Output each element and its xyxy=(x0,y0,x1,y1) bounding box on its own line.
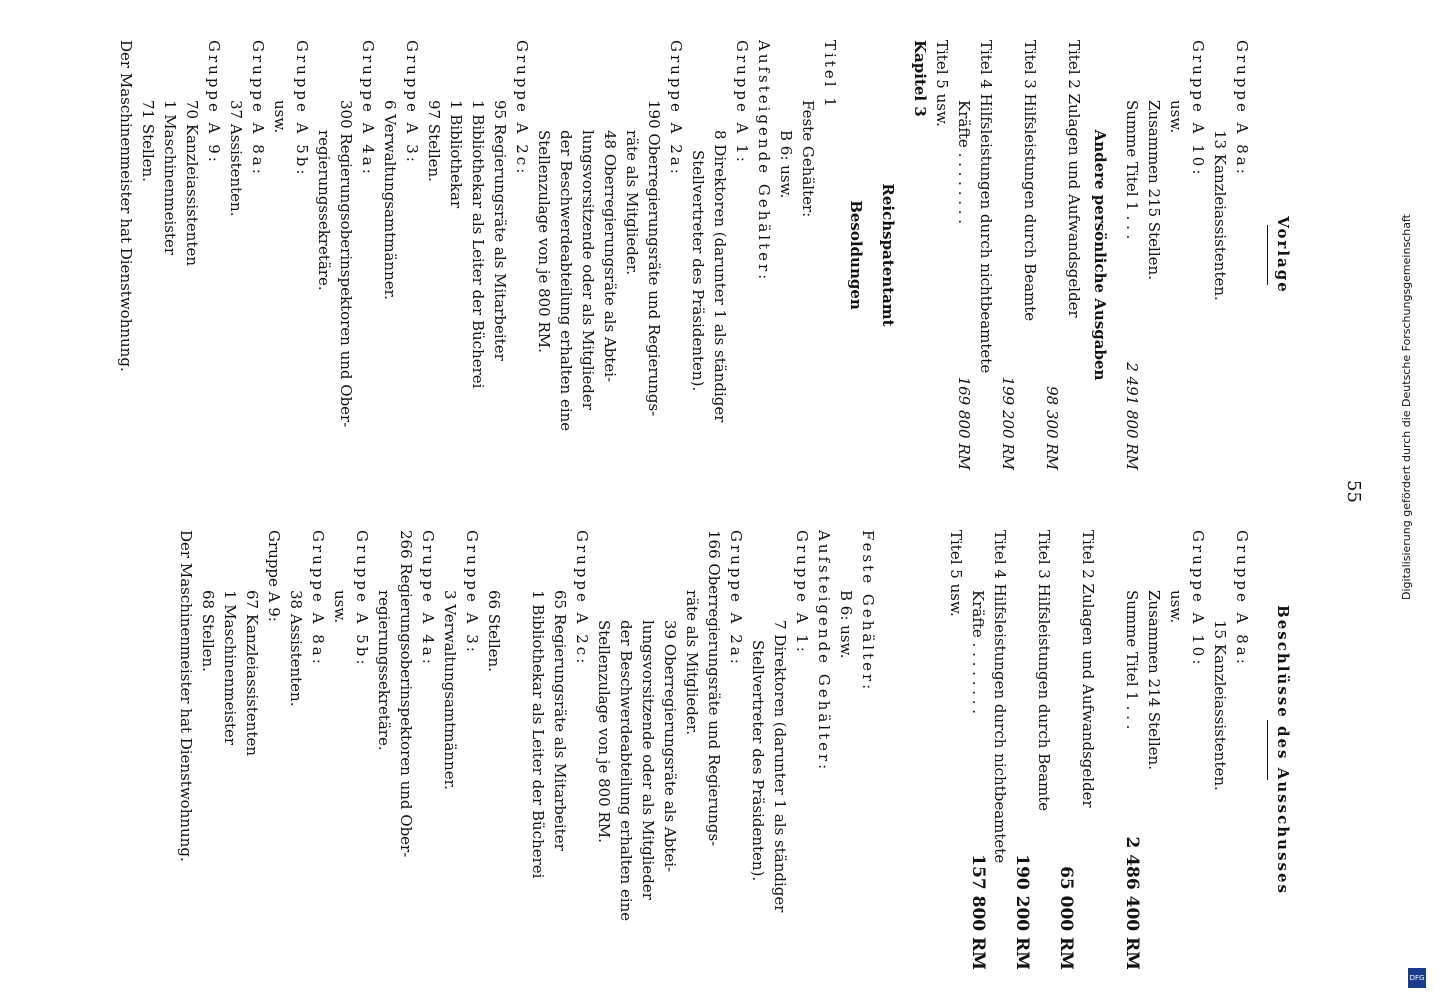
text-line xyxy=(637,530,659,970)
line-text: Gruppe A 5b: xyxy=(293,40,311,178)
line-text xyxy=(881,530,899,535)
text-line xyxy=(1231,530,1253,970)
text-line xyxy=(879,530,901,970)
text-line xyxy=(417,530,439,970)
line-text: B 6: usw. xyxy=(777,130,795,199)
heading-rule xyxy=(1267,720,1268,780)
text-line xyxy=(373,530,395,970)
line-text: 67 Kanzleiassistenten xyxy=(243,590,261,757)
text-line xyxy=(901,530,923,970)
line-text: 166 Oberregierungsräte und Regierungs- xyxy=(705,530,723,847)
line-text: Stellvertreter des Präsidenten). xyxy=(689,150,707,392)
text-line xyxy=(219,530,241,970)
text-line xyxy=(703,530,725,970)
line-text: 15 Kanzleiassistenten. xyxy=(1211,620,1229,791)
dfg-logo: DFG xyxy=(1408,968,1426,988)
text-line xyxy=(687,40,709,470)
text-line xyxy=(1019,40,1041,470)
line-text: Gruppe A 3: xyxy=(463,530,481,655)
line-text: Gruppe A 9: xyxy=(265,530,283,622)
text-line xyxy=(313,40,335,470)
text-line xyxy=(857,530,879,970)
line-text: usw. xyxy=(271,100,289,134)
line-text: 1 Bibliothekar als Leiter der Bücherei xyxy=(529,590,547,879)
text-line xyxy=(137,40,159,470)
line-text: Gruppe A 8a: xyxy=(309,530,327,667)
text-line xyxy=(845,40,867,470)
amount: 2 486 400 RM xyxy=(1122,836,1142,970)
line-text: räte als Mitglieder. xyxy=(683,590,701,736)
line-text: Gruppe A 9: xyxy=(205,40,223,165)
line-text: Kräfte . . . . . . . . xyxy=(955,100,973,225)
text-line xyxy=(709,40,731,470)
line-text: lungsvorsitzende oder als Mitglieder xyxy=(579,130,597,410)
line-text: 1 Maschinenmeister xyxy=(221,590,239,746)
line-text: regierungssekretäre. xyxy=(315,130,333,291)
text-line xyxy=(725,530,747,970)
line-text: Titel 2 Zulagen und Aufwandsgelder xyxy=(1065,40,1083,318)
line-text: 95 Regierungsräte als Mitarbeiter xyxy=(491,100,509,361)
line-text: Aufsteigende Gehälter: xyxy=(755,40,773,283)
text-line xyxy=(621,40,643,470)
line-text: Der Maschinenmeister hat Dienstwohnung. xyxy=(117,40,135,372)
text-line xyxy=(877,40,899,470)
text-line xyxy=(659,530,681,970)
text-line xyxy=(489,40,511,470)
line-text: 1 Bibliothekar als Leiter der Bücherei xyxy=(469,100,487,389)
text-line xyxy=(945,530,967,970)
line-text: lungsvorsitzende oder als Mitglieder xyxy=(639,620,657,900)
text-line xyxy=(401,40,423,470)
text-line xyxy=(549,530,571,970)
text-line xyxy=(909,40,931,470)
line-text: Zusammen 214 Stellen. xyxy=(1145,590,1163,770)
line-text: Besoldungen xyxy=(847,200,865,310)
text-line xyxy=(769,530,791,970)
text-line xyxy=(527,530,549,970)
text-line xyxy=(197,530,219,970)
text-line xyxy=(1121,530,1143,970)
column-heading: Beschlüsse des Ausschusses xyxy=(1274,605,1292,895)
heading-rule xyxy=(1267,225,1268,285)
line-text: Andere persönliche Ausgaben xyxy=(1091,129,1109,381)
line-text: Feste Gehälter: xyxy=(859,530,877,693)
text-line xyxy=(225,40,247,470)
line-text: 266 Regierungsoberinspektoren und Ober- xyxy=(397,530,415,858)
text-line xyxy=(797,40,819,470)
text-line xyxy=(747,530,769,970)
amount: 65 000 RM xyxy=(1056,866,1076,970)
text-line xyxy=(615,530,637,970)
text-line xyxy=(203,40,225,470)
text-line xyxy=(439,530,461,970)
line-text: 3 Verwaltungsamtmänner. xyxy=(441,590,459,790)
line-text xyxy=(1043,40,1061,45)
text-line xyxy=(115,40,137,470)
text-line xyxy=(1041,40,1063,470)
line-text: Titel 4 Hilfsleistungen durch nichtbeamtete xyxy=(977,40,995,374)
text-line xyxy=(483,530,505,970)
text-line xyxy=(335,40,357,470)
line-text: 71 Stellen. xyxy=(139,100,157,182)
text-line xyxy=(819,40,841,470)
vorlage-lines xyxy=(115,40,1253,470)
line-text: 65 Regierungsräte als Mitarbeiter xyxy=(551,590,569,851)
text-line xyxy=(1209,530,1231,970)
text-line xyxy=(461,530,483,970)
line-text: 1 Bibliothekar xyxy=(447,100,465,209)
line-text: 13 Kanzleiassistenten. xyxy=(1211,130,1229,301)
line-text: 1 Maschinenmeister xyxy=(161,100,179,256)
line-text: usw. xyxy=(331,590,349,624)
text-line xyxy=(467,40,489,470)
text-line xyxy=(1121,40,1143,470)
text-line xyxy=(923,530,945,970)
column-heading: Vorlage xyxy=(1274,216,1292,294)
line-text: Stellvertreter des Präsidenten). xyxy=(749,640,767,882)
line-text: B 6: usw. xyxy=(837,590,855,659)
line-text xyxy=(1013,530,1031,535)
line-text: Gruppe A 8a: xyxy=(1233,40,1251,177)
line-text: 39 Oberregierungsräte als Abtei- xyxy=(661,620,679,873)
text-line xyxy=(423,40,445,470)
line-text: 37 Assistenten. xyxy=(227,100,245,217)
line-text: räte als Mitglieder. xyxy=(623,130,641,276)
line-text: usw. xyxy=(1167,100,1185,134)
text-line xyxy=(931,40,953,470)
line-text: Titel 3 Hilfsleistungen durch Beamte xyxy=(1021,40,1039,322)
text-line xyxy=(791,530,813,970)
line-text: Stellenzulage von je 800 RM. xyxy=(595,620,613,843)
line-text: 190 Oberregierungsräte und Regierungs- xyxy=(645,100,663,417)
beschluesse-lines xyxy=(175,530,1253,970)
text-line xyxy=(379,40,401,470)
text-line xyxy=(975,40,997,470)
text-line xyxy=(1143,530,1165,970)
line-text xyxy=(507,530,525,535)
text-line xyxy=(175,530,197,970)
line-text: Gruppe A 2c: xyxy=(573,530,591,667)
digitization-footer: Digitalisierung gefördert durch die Deutsche Forschungsgemeinschaft xyxy=(1400,214,1413,600)
text-line xyxy=(1143,40,1165,470)
line-text: 70 Kanzleiassistenten xyxy=(183,100,201,267)
text-line xyxy=(181,40,203,470)
text-line xyxy=(357,40,379,470)
text-line xyxy=(1077,530,1099,970)
text-line xyxy=(351,530,373,970)
line-text: Gruppe A 4a: xyxy=(419,530,437,667)
text-line xyxy=(1033,530,1055,970)
line-text: 48 Oberregierungsräte als Abtei- xyxy=(601,130,619,383)
text-line xyxy=(285,530,307,970)
line-text: Titel 5 usw. xyxy=(947,530,965,617)
amount: 199 200 RM xyxy=(999,376,1017,470)
text-line xyxy=(307,530,329,970)
line-text: Reichspatentamt xyxy=(879,183,897,327)
text-line xyxy=(989,530,1011,970)
line-text: usw. xyxy=(1167,590,1185,624)
text-line xyxy=(395,530,417,970)
line-text: 97 Stellen. xyxy=(425,100,443,182)
text-line xyxy=(511,40,533,470)
text-line xyxy=(1165,40,1187,470)
line-text: Gruppe A 2a: xyxy=(667,40,685,177)
line-text: Gruppe A 8a: xyxy=(249,40,267,177)
text-line xyxy=(1187,530,1209,970)
text-line xyxy=(681,530,703,970)
line-text: Stellenzulage von je 800 RM. xyxy=(535,130,553,353)
column-beschluesse xyxy=(175,530,1294,970)
line-text: Titel 2 Zulagen und Aufwandsgelder xyxy=(1079,530,1097,808)
page-number: 55 xyxy=(1343,480,1364,503)
line-text: Titel 5 usw. xyxy=(933,40,951,127)
text-line xyxy=(159,40,181,470)
line-text: Der Maschinenmeister hat Dienstwohnung. xyxy=(177,530,195,862)
line-text: der Beschwerdeabteilung erhalten eine xyxy=(617,620,635,922)
text-line xyxy=(329,530,351,970)
text-line xyxy=(643,40,665,470)
line-text xyxy=(999,40,1017,45)
text-line xyxy=(241,530,263,970)
line-text: der Beschwerdeabteilung erhalten eine xyxy=(557,130,575,432)
line-text: Summe Titel 1 . . . xyxy=(1123,100,1141,240)
line-text: 8 Direktoren (darunter 1 als ständiger xyxy=(711,130,729,423)
amount: 190 200 RM xyxy=(1012,854,1032,970)
text-line xyxy=(731,40,753,470)
amount: 2 491 800 RM xyxy=(1123,362,1141,470)
text-line xyxy=(445,40,467,470)
text-line xyxy=(1063,40,1085,470)
text-line xyxy=(1209,40,1231,470)
text-line xyxy=(753,40,775,470)
text-line xyxy=(953,40,975,470)
text-line xyxy=(665,40,687,470)
text-line xyxy=(1099,530,1121,970)
line-text: Gruppe A 3: xyxy=(403,40,421,165)
text-line xyxy=(571,530,593,970)
text-line xyxy=(1165,530,1187,970)
column-vorlage xyxy=(115,40,1294,470)
line-text xyxy=(903,530,921,535)
text-line xyxy=(555,40,577,470)
line-text: Gruppe A 5b: xyxy=(353,530,371,668)
text-line xyxy=(813,530,835,970)
line-text: Gruppe A 10: xyxy=(1189,40,1207,178)
text-line xyxy=(967,530,989,970)
text-line xyxy=(835,530,857,970)
line-text: Kräfte . . . . . . . . xyxy=(969,590,987,715)
line-text: 38 Assistenten. xyxy=(287,590,305,707)
line-text xyxy=(1101,530,1119,535)
text-line xyxy=(599,40,621,470)
line-text: Gruppe A 2a: xyxy=(727,530,745,667)
line-text: 66 Stellen. xyxy=(485,590,503,672)
line-text: Gruppe A 1: xyxy=(733,40,751,165)
text-line xyxy=(291,40,313,470)
line-text: Gruppe A 2c: xyxy=(513,40,531,177)
line-text: Titel 3 Hilfsleistungen durch Beamte xyxy=(1035,530,1053,812)
amount: 169 800 RM xyxy=(955,376,973,470)
text-line xyxy=(1055,530,1077,970)
line-text: 7 Direktoren (darunter 1 als ständiger xyxy=(771,620,789,913)
text-line xyxy=(577,40,599,470)
line-text: Gruppe A 1: xyxy=(793,530,811,655)
amount: 157 800 RM xyxy=(968,854,988,970)
text-line xyxy=(533,40,555,470)
line-text: Aufsteigende Gehälter: xyxy=(815,530,833,773)
text-line xyxy=(1011,530,1033,970)
line-text: Gruppe A 8a: xyxy=(1233,530,1251,667)
line-text: 68 Stellen. xyxy=(199,590,217,672)
text-line xyxy=(1187,40,1209,470)
text-line xyxy=(1231,40,1253,470)
text-line xyxy=(247,40,269,470)
text-line xyxy=(775,40,797,470)
text-line xyxy=(505,530,527,970)
text-line xyxy=(263,530,285,970)
line-text: Feste Gehälter: xyxy=(799,100,817,218)
line-text xyxy=(925,530,943,535)
line-text: Kapitel 3 xyxy=(911,40,929,117)
line-text: Gruppe A 4a: xyxy=(359,40,377,177)
line-text: Summe Titel 1 . . . xyxy=(1123,590,1141,730)
text-line xyxy=(593,530,615,970)
line-text: 300 Regierungsoberinspektoren und Ober- xyxy=(337,100,355,428)
amount: 98 300 RM xyxy=(1043,386,1061,470)
line-text: Gruppe A 10: xyxy=(1189,530,1207,668)
line-text xyxy=(1057,530,1075,535)
text-line xyxy=(997,40,1019,470)
line-text: 6 Verwaltungsamtmänner. xyxy=(381,100,399,300)
line-text: Zusammen 215 Stellen. xyxy=(1145,100,1163,280)
text-line xyxy=(1089,40,1111,470)
line-text: Titel 4 Hilfsleistungen durch nichtbeamtete xyxy=(991,530,1009,864)
text-line xyxy=(269,40,291,470)
line-text: Titel 1 xyxy=(821,40,839,110)
line-text: regierungssekretäre. xyxy=(375,590,393,751)
